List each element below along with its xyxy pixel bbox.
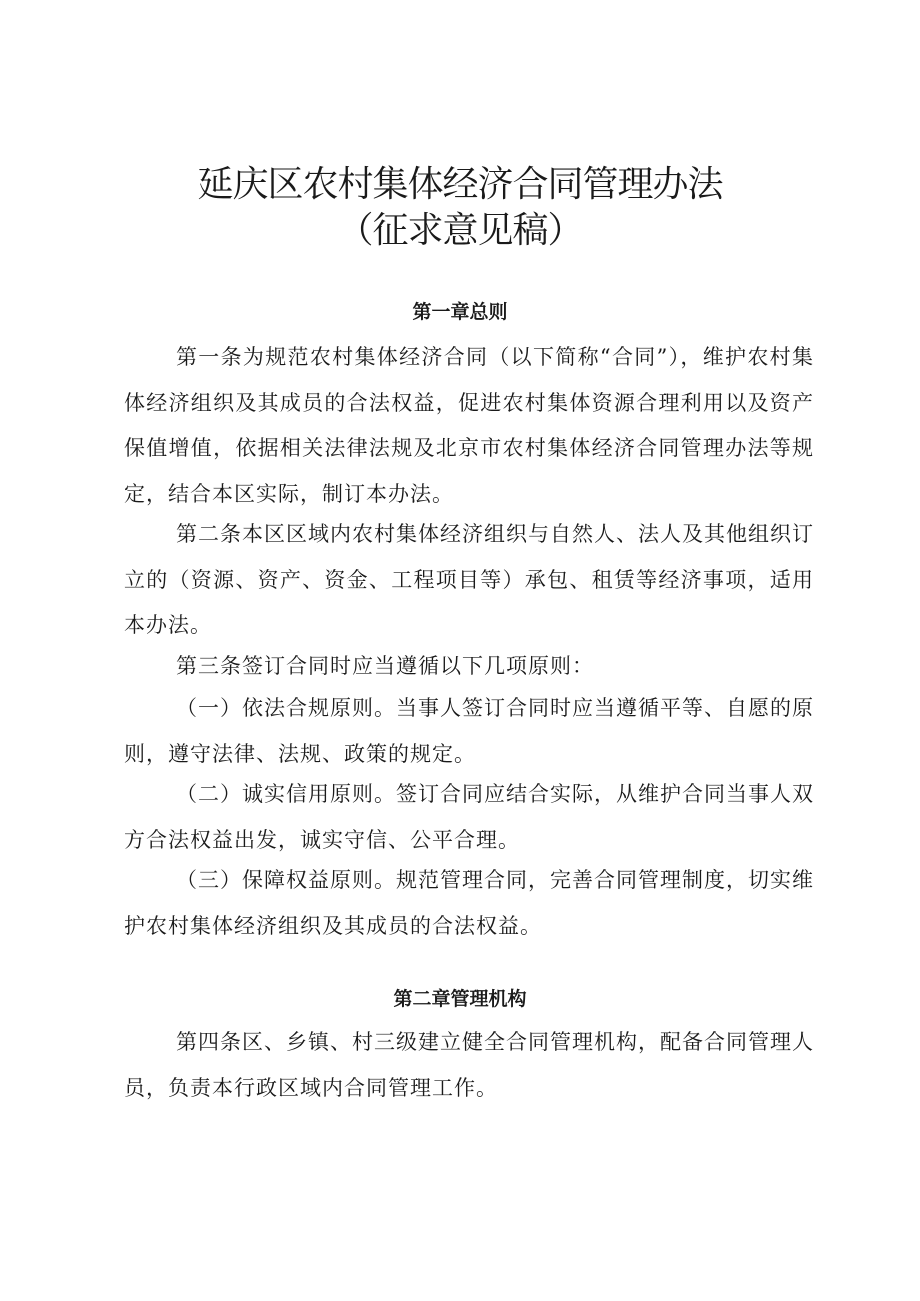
document-title: 延庆区农村集体经济合同管理办法 [197, 164, 723, 205]
principle-paragraph: （一）依法合规原则。当事人签订合同时应当遵循平等、自愿的原则，遵守法律、法规、政策的规定。 [124, 696, 814, 766]
chapter-heading: 第二章管理机构 [393, 988, 527, 1010]
article-paragraph: 第三条签订合同时应当遵循以下几项原则： [176, 654, 594, 678]
article-paragraph: 第二条本区区域内农村集体经济组织与自然人、法人及其他组织订立的（资源、资产、资金、工程项目等）承包、租赁等经济事项，适用本办法。 [124, 522, 814, 637]
article-paragraph: 第四条区、乡镇、村三级建立健全合同管理机构，配备合同管理人员，负责本行政区域内合同管理工作。 [124, 1030, 814, 1100]
principle-paragraph: （三）保障权益原则。规范管理合同，完善合同管理制度，切实维护农村集体经济组织及其成员的合法权益。 [124, 868, 814, 938]
chapter-heading: 第一章总则 [412, 301, 508, 323]
article-paragraph: 第一条为规范农村集体经济合同（以下简称“合同”），维护农村集体经济组织及其成员的合法权益，促进农村集体资源合理利用以及资产保值增值，依据相关法律法规及北京市农村集体经济合同管理办法等规定，结合本区实际，制订本办法。 [124, 345, 814, 506]
principle-paragraph: （二）诚实信用原则。签订合同应结合实际，从维护合同当事人双方合法权益出发，诚实守信、公平合理。 [124, 782, 814, 852]
document-subtitle: （征求意见稿） [337, 210, 583, 251]
